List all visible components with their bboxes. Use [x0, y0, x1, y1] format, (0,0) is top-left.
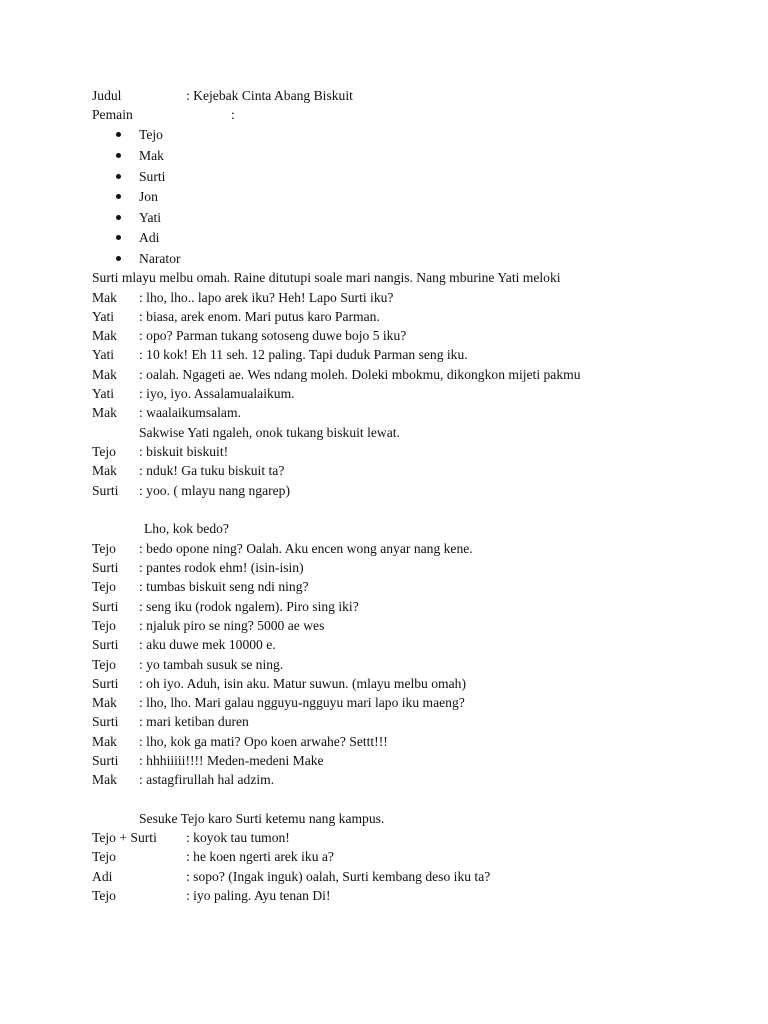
scene1-narration: Surti mlayu melbu omah. Raine ditutupi soale mari nangis. Nang mburine Yati meloki [92, 270, 561, 285]
dialogue-text: : oalah. Ngageti ae. Wes ndang moleh. Doleki mbokmu, dikongkon mijeti pakmu [139, 367, 581, 382]
pemain-label: Pemain [92, 107, 133, 122]
judul-value: : Kejebak Cinta Abang Biskuit [186, 88, 353, 103]
dialogue-speaker: Adi [92, 869, 113, 884]
cast-item: Tejo [139, 127, 163, 142]
dialogue-speaker: Tejo [92, 888, 116, 903]
dialogue-speaker: Surti [92, 599, 119, 614]
dialogue-text: : tumbas biskuit seng ndi ning? [139, 579, 309, 594]
dialogue-text: : sopo? (Ingak inguk) oalah, Surti kembang deso iku ta? [186, 869, 491, 884]
dialogue-speaker: Mak [92, 405, 117, 420]
dialogue-text: : bedo opone ning? Oalah. Aku encen wong anyar nang kene. [139, 541, 473, 556]
bullet-icon [116, 153, 121, 158]
dialogue-speaker: Mak [92, 695, 117, 710]
dialogue-text: : nduk! Ga tuku biskuit ta? [139, 463, 285, 478]
dialogue-text: : koyok tau tumon! [186, 830, 290, 845]
dialogue-speaker: Tejo [92, 541, 116, 556]
dialogue-speaker: Surti [92, 753, 119, 768]
dialogue-text: : hhhiiiii!!!! Meden-medeni Make [139, 753, 324, 768]
dialogue-speaker: Tejo [92, 579, 116, 594]
pemain-colon: : [231, 107, 235, 122]
bullet-icon [116, 132, 121, 137]
scene2-narration: Sakwise Yati ngaleh, onok tukang biskuit lewat. [139, 425, 400, 440]
dialogue-text: : yo tambah susuk se ning. [139, 657, 284, 672]
bullet-icon [116, 215, 121, 220]
dialogue-text: : lho, lho. Mari galau ngguyu-ngguyu mari lapo iku maeng? [139, 695, 465, 710]
dialogue-speaker: Tejo [92, 618, 116, 633]
dialogue-text: : lho, kok ga mati? Opo koen arwahe? Settt!!! [139, 734, 388, 749]
cast-item: Yati [139, 210, 162, 225]
cast-item: Jon [139, 189, 158, 204]
dialogue-speaker: Tejo [92, 444, 116, 459]
cast-item: Narator [139, 251, 181, 266]
dialogue-speaker: Mak [92, 367, 117, 382]
dialogue-text: : astagfirullah hal adzim. [139, 772, 275, 787]
dialogue-speaker: Tejo [92, 849, 116, 864]
dialogue-text: : 10 kok! Eh 11 seh. 12 paling. Tapi duduk Parman seng iku. [139, 347, 468, 362]
dialogue-text: : seng iku (rodok ngalem). Piro sing iki? [139, 599, 359, 614]
bullet-icon [116, 256, 121, 261]
dialogue-text: : iyo, iyo. Assalamualaikum. [139, 386, 295, 401]
cast-item: Adi [139, 230, 160, 245]
dialogue-speaker: Surti [92, 560, 119, 575]
dialogue-speaker: Mak [92, 772, 117, 787]
dialogue-speaker: Yati [92, 347, 115, 362]
dialogue-text: : oh iyo. Aduh, isin aku. Matur suwun. (mlayu melbu omah) [139, 676, 466, 691]
dialogue-text: : biskuit biskuit! [139, 444, 229, 459]
dialogue-speaker: Mak [92, 290, 117, 305]
scene3-narration: Sesuke Tejo karo Surti ketemu nang kampus. [139, 811, 385, 826]
scene2-aside: Lho, kok bedo? [144, 521, 229, 536]
bullet-icon [116, 194, 121, 199]
dialogue-text: : he koen ngerti arek iku a? [186, 849, 334, 864]
dialogue-speaker: Tejo [92, 657, 116, 672]
dialogue-speaker: Tejo + Surti [92, 830, 157, 845]
dialogue-text: : yoo. ( mlayu nang ngarep) [139, 483, 290, 498]
dialogue-speaker: Mak [92, 463, 117, 478]
dialogue-text: : mari ketiban duren [139, 714, 249, 729]
bullet-icon [116, 174, 121, 179]
dialogue-speaker: Surti [92, 714, 119, 729]
dialogue-speaker: Yati [92, 386, 115, 401]
dialogue-text: : biasa, arek enom. Mari putus karo Parman. [139, 309, 380, 324]
bullet-icon [116, 235, 121, 240]
cast-item: Mak [139, 148, 164, 163]
dialogue-text: : lho, lho.. lapo arek iku? Heh! Lapo Surti iku? [139, 290, 394, 305]
dialogue-text: : aku duwe mek 10000 e. [139, 637, 276, 652]
dialogue-speaker: Mak [92, 734, 117, 749]
cast-item: Surti [139, 169, 166, 184]
dialogue-speaker: Mak [92, 328, 117, 343]
dialogue-speaker: Yati [92, 309, 115, 324]
dialogue-text: : opo? Parman tukang sotoseng duwe bojo 5 iku? [139, 328, 407, 343]
dialogue-text: : waalaikumsalam. [139, 405, 241, 420]
dialogue-text: : njaluk piro se ning? 5000 ae wes [139, 618, 325, 633]
judul-label: Judul [92, 88, 122, 103]
dialogue-text: : pantes rodok ehm! (isin-isin) [139, 560, 304, 575]
dialogue-speaker: Surti [92, 676, 119, 691]
dialogue-text: : iyo paling. Ayu tenan Di! [186, 888, 331, 903]
dialogue-speaker: Surti [92, 483, 119, 498]
dialogue-speaker: Surti [92, 637, 119, 652]
